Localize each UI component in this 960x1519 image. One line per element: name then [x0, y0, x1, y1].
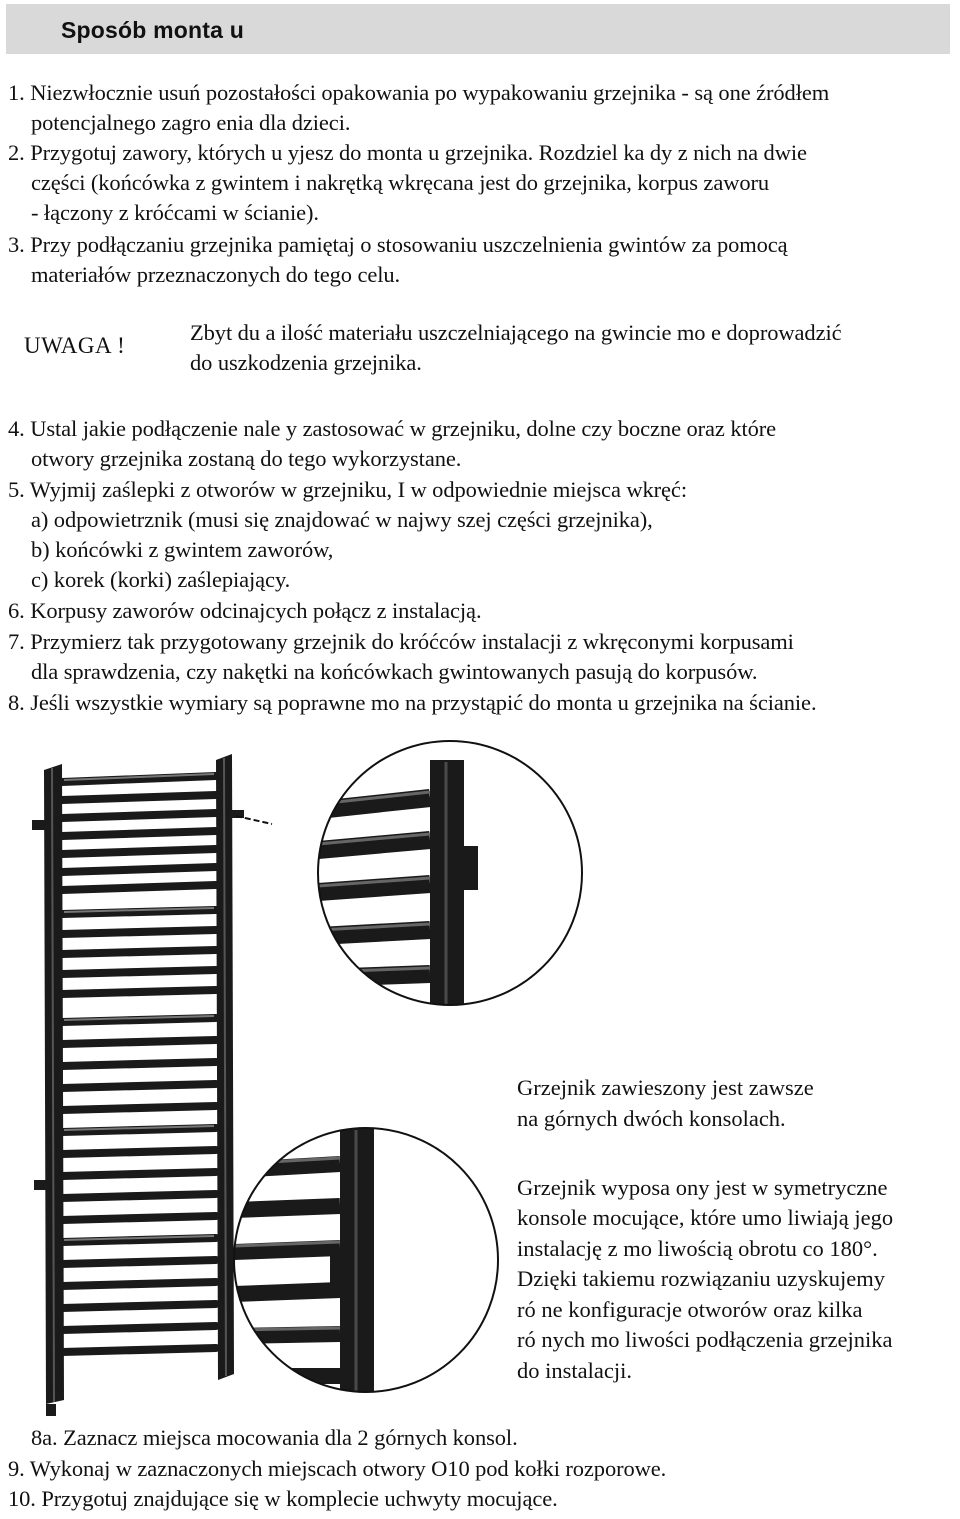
step-4-line-1: 4. Ustal jakie podłączenie nale y zastosować w grzejniku, dolne czy boczne oraz które: [8, 416, 777, 441]
caption-brackets-line-2: konsole mocujące, które umo liwiają jego: [517, 1205, 894, 1230]
step-3-line-2: materiałów przeznaczonych do tego celu.: [31, 262, 401, 287]
zoom-detail-bottom: [234, 1128, 498, 1398]
step-9-line: 9. Wykonaj w zaznaczonych miejscach otwory O10 pod kołki rozporowe.: [8, 1456, 667, 1481]
step-2-line-3: - łączony z króćcami w ścianie).: [31, 200, 319, 225]
step-2-line-1: 2. Przygotuj zawory, których u yjesz do monta u grzejnika. Rozdziel ka dy z nich na dwie: [8, 140, 807, 165]
step-7-line-2: dla sprawdzenia, czy nakętki na końcówkach gwintowanych pasują do korpusów.: [31, 659, 758, 684]
section-title: Sposób monta u: [61, 17, 244, 43]
caption-brackets-line-3: instalację z mo liwością obrotu co 180°.: [517, 1236, 878, 1261]
warning-label: UWAGA !: [24, 333, 126, 358]
warning-line-2: do uszkodzenia grzejnika.: [190, 350, 422, 375]
step-4-line-2: otwory grzejnika zostaną do tego wykorzystane.: [31, 446, 462, 471]
radiator-drawing: [32, 754, 272, 1416]
caption-hang-line-1: Grzejnik zawieszony jest zawsze: [517, 1075, 814, 1100]
step-6-line-1: 6. Korpusy zaworów odcinajcych połącz z instalacją.: [8, 598, 482, 623]
step-1-line-1: 1. Niezwłocznie usuń pozostałości opakowania po wypakowaniu grzejnika - są one źródłem: [8, 80, 830, 105]
zoom-detail-top: [318, 740, 582, 1010]
caption-brackets-line-1: Grzejnik wyposa ony jest w symetryczne: [517, 1175, 888, 1200]
step-8a-line: 8a. Zaznacz miejsca mocowania dla 2 górnych konsol.: [31, 1425, 518, 1450]
step-5-item-a: a) odpowietrznik (musi się znajdować w najwy szej części grzejnika),: [31, 507, 653, 532]
caption-brackets-line-4: Dzięki takiemu rozwiązaniu uzyskujemy: [517, 1266, 885, 1291]
step-5-line-1: 5. Wyjmij zaślepki z otworów w grzejniku, I w odpowiednie miejsca wkręć:: [8, 477, 687, 502]
section-header: [6, 4, 950, 54]
warning-line-1: Zbyt du a ilość materiału uszczelniającego na gwincie mo e doprowadzić: [190, 320, 842, 345]
step-8-line-1: 8. Jeśli wszystkie wymiary są poprawne mo na przystąpić do monta u grzejnika na ścianie.: [8, 690, 817, 715]
step-5-item-b: b) końcówki z gwintem zaworów,: [31, 537, 334, 562]
step-2-line-2: części (końcówka z gwintem i nakrętką wkręcana jest do grzejnika, korpus zaworu: [31, 170, 770, 195]
caption-brackets-line-6: ró nych mo liwości podłączenia grzejnika: [517, 1327, 893, 1352]
step-3-line-1: 3. Przy podłączaniu grzejnika pamiętaj o stosowaniu uszczelnienia gwintów za pomocą: [8, 232, 788, 257]
caption-brackets-line-5: ró ne konfiguracje otworów oraz kilka: [517, 1297, 863, 1322]
caption-brackets-line-7: do instalacji.: [517, 1358, 632, 1383]
step-1-line-2: potencjalnego zagro enia dla dzieci.: [31, 110, 351, 135]
caption-hang-line-2: na górnych dwóch konsolach.: [517, 1106, 786, 1131]
step-7-line-1: 7. Przymierz tak przygotowany grzejnik do króćców instalacji z wkręconymi korpusami: [8, 629, 794, 654]
step-5-item-c: c) korek (korki) zaślepiający.: [31, 567, 291, 592]
step-10-line: 10. Przygotuj znajdujące się w komplecie uchwyty mocujące.: [8, 1486, 558, 1511]
